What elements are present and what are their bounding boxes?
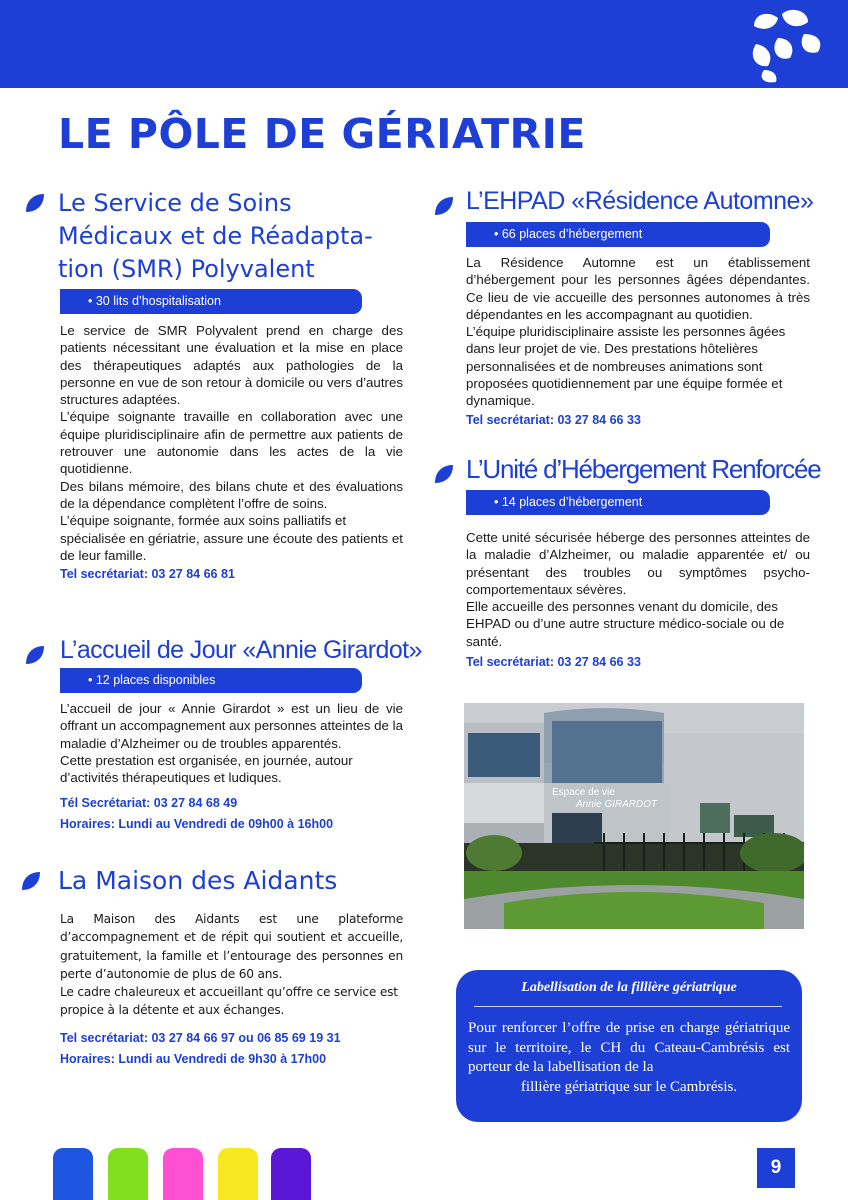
smr-paragraph: Le service de SMR Polyvalent prend en charge des patients nécessitant une évaluation et la mise en place des thérapeutiques adaptés aux pathologies de la personne en vue de son retour à domicile ou vers d’autres structures adaptées. (60, 323, 403, 408)
labellisation-text-block (468, 1019, 790, 1097)
leaf-bullet-icon (20, 870, 42, 892)
smr-paragraph: Des bilans mémoire, des bilans chute et des évaluations de la dépendance complètent l’offre de soins. (60, 478, 403, 511)
labellisation-text-last: fillière gériatrique sur le Cambrésis. (520, 1078, 738, 1095)
ehpad-title: L’EHPAD «Résidence Automne» (466, 187, 814, 215)
smr-title-line: Le Service de Soins (58, 189, 292, 217)
sign-line-1: Espace de vie (552, 787, 615, 798)
color-swatch-green (108, 1148, 148, 1200)
accueil-title: L’accueil de Jour «Annie Girardot» (60, 636, 422, 664)
building-photo-drawing (464, 703, 804, 929)
smr-description (60, 322, 403, 564)
accueil-description (60, 700, 403, 786)
aidants-paragraph: Le cadre chaleureux et accueillant qu’offre ce service est propice à la détente et aux échanges. (60, 985, 398, 1018)
header-band (0, 0, 848, 88)
aidants-title: La Maison des Aidants (58, 866, 338, 895)
aidants-hours: Horaires: Lundi au Vendredi de 9h30 à 17h00 (60, 1052, 327, 1066)
smr-phone: Tel secrétariat: 03 27 84 66 81 (60, 567, 235, 581)
color-swatch-pink (163, 1148, 203, 1200)
uhr-paragraph: Elle accueille des personnes venant du domicile, des EHPAD ou d’une autre structure médico-sociale ou de santé. (466, 599, 785, 649)
leaf-bullet-icon (24, 192, 46, 214)
uhr-title: L’Unité d’Hébergement Renforcée (466, 454, 821, 484)
smr-title (58, 187, 373, 286)
smr-paragraph: L’équipe soignante, formée aux soins palliatifs et spécialisée en gériatrie, assure une écoute des patients et de leur famille. (60, 513, 403, 563)
uhr-capacity-badge: • 14 places d’hébergement (466, 490, 770, 515)
smr-paragraph: L’équipe soignante travaille en collaboration avec une équipe pluridisciplinaire afin de permettre aux patients de retrouver une autonomie dans les actes de la vie quotidienne. (60, 409, 403, 477)
accueil-paragraph: L’accueil de jour « Annie Girardot » est un lieu de vie offrant un accompagnement aux personnes atteintes de la maladie d’Alzheimer ou de troubles apparentés. (60, 701, 403, 751)
page-title: LE PÔLE DE GÉRIATRIE (58, 110, 586, 158)
smr-title-line: tion (SMR) Polyvalent (58, 255, 315, 283)
aidants-paragraph: La Maison des Aidants est une plateforme d’accompagnement et de répit qui soutient et accueille, gratuitement, la famille et l’entourage des personnes en perte d’autonomie de plus de 60 ans. (60, 912, 403, 981)
page-number: 9 (757, 1148, 795, 1188)
leaf-bullet-icon (433, 195, 455, 217)
uhr-paragraph: Cette unité sécurisée héberge des personnes atteintes de la maladie d’Alzheimer, ou maladie apparentée et/ ou présentant des troubles ou symptômes psycho-comportementaux sévères. (466, 530, 810, 597)
leaf-bullet-icon (433, 463, 455, 485)
labellisation-text: Pour renforcer l’offre de prise en charge gériatrique sur le territoire, le CH du Cateau-Cambrésis est porteur de la labellisation de la (468, 1020, 790, 1075)
color-swatch-purple (271, 1148, 311, 1200)
sign-line-2: Annie GIRARDOT (576, 799, 658, 810)
uhr-phone: Tel secrétariat: 03 27 84 66 33 (466, 655, 641, 669)
labellisation-box (456, 970, 802, 1122)
smr-title-line: Médicaux et de Réadapta- (58, 222, 373, 250)
ehpad-paragraph: La Résidence Automne est un établissement d’hébergement pour les personnes âgées dépendantes. Ce lieu de vie accueille des personnes autonomes à très dépendantes en les accompagnant au quotidien. (466, 255, 810, 322)
accueil-paragraph: Cette prestation est organisée, en journée, autour d’activités thérapeutiques et ludiques. (60, 752, 353, 786)
aidants-description (60, 910, 403, 1020)
uhr-description (466, 529, 810, 650)
ehpad-description (466, 254, 810, 410)
leaves-logo-icon (748, 8, 828, 84)
labellisation-title: Labellisation de la fillière gériatrique (521, 980, 737, 995)
smr-capacity-badge: • 30 lits d’hospitalisation (60, 289, 362, 314)
ehpad-phone: Tel secrétariat: 03 27 84 66 33 (466, 413, 641, 427)
ehpad-capacity-badge: • 66 places d’hébergement (466, 222, 770, 247)
ehpad-paragraph: L’équipe pluridisciplinaire assiste les personnes âgées dans leur projet de vie. Des prestations hôtelières personnalisées et de nombreuses animations sont proposées quotidiennement par une équipe formée et dynamique. (466, 324, 786, 409)
color-swatch-yellow (218, 1148, 258, 1200)
accueil-capacity-badge: • 12 places disponibles (60, 668, 362, 693)
color-swatch-blue (53, 1148, 93, 1200)
building-photo (464, 703, 804, 929)
accueil-phone: Tél Secrétariat: 03 27 84 68 49 (60, 796, 238, 810)
accueil-hours: Horaires: Lundi au Vendredi de 09h00 à 16h00 (60, 817, 334, 831)
aidants-phone: Tel secrétariat: 03 27 84 66 97 ou 06 85 69 19 31 (60, 1031, 341, 1045)
labellisation-divider (474, 1006, 782, 1007)
leaf-bullet-icon (24, 644, 46, 666)
